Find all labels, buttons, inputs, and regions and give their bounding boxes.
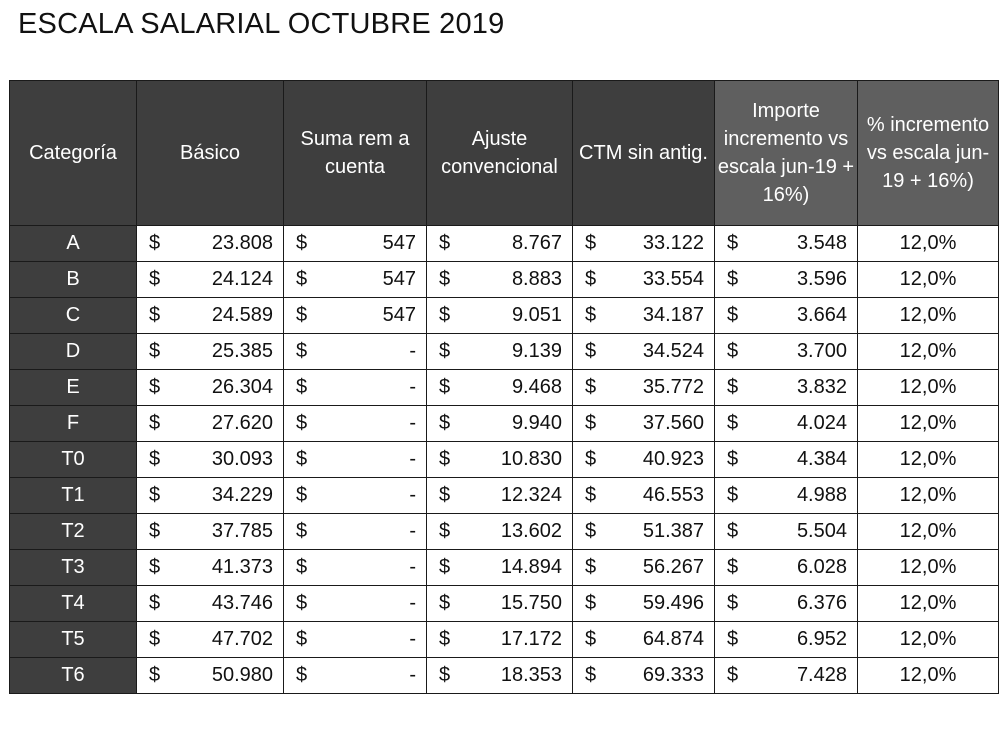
importe-value: 6.028: [796, 556, 847, 578]
currency-symbol: $: [727, 232, 739, 254]
currency-symbol: $: [439, 664, 451, 686]
importe-cell: [715, 550, 858, 586]
currency-symbol: $: [585, 556, 597, 578]
category-cell: A: [10, 226, 137, 262]
currency-symbol: $: [296, 556, 308, 578]
suma-cell: [284, 334, 427, 370]
header-ajuste: Ajuste convencional: [427, 81, 573, 226]
importe-cell: [715, 226, 858, 262]
basico-cell: [137, 622, 284, 658]
currency-symbol: $: [149, 232, 161, 254]
currency-symbol: $: [727, 412, 739, 434]
currency-symbol: $: [296, 268, 308, 290]
ctm-cell: [573, 334, 715, 370]
currency-symbol: $: [727, 628, 739, 650]
ajuste-value: 10.830: [500, 448, 562, 470]
table-row: [10, 226, 999, 262]
header-categoria: Categoría: [10, 81, 137, 226]
suma-cell: [284, 406, 427, 442]
salary-table: [9, 80, 999, 694]
table-row: [10, 370, 999, 406]
table-row: [10, 514, 999, 550]
table-row: [10, 334, 999, 370]
ajuste-cell: [427, 514, 573, 550]
percentage-cell: 12,0%: [858, 370, 999, 406]
currency-symbol: $: [149, 664, 161, 686]
currency-symbol: $: [727, 448, 739, 470]
currency-symbol: $: [727, 664, 739, 686]
ctm-value: 35.772: [642, 376, 704, 398]
suma-value: -: [409, 340, 416, 362]
percentage-cell: 12,0%: [858, 334, 999, 370]
ajuste-value: 8.883: [511, 268, 562, 290]
currency-symbol: $: [149, 376, 161, 398]
currency-symbol: $: [149, 412, 161, 434]
importe-value: 4.988: [796, 484, 847, 506]
currency-symbol: $: [439, 412, 451, 434]
importe-value: 6.952: [796, 628, 847, 650]
ajuste-value: 8.767: [511, 232, 562, 254]
ctm-value: 34.524: [642, 340, 704, 362]
ajuste-value: 17.172: [500, 628, 562, 650]
currency-symbol: $: [727, 340, 739, 362]
suma-cell: [284, 658, 427, 694]
ajuste-cell: [427, 622, 573, 658]
suma-cell: [284, 550, 427, 586]
basico-value: 25.385: [211, 340, 273, 362]
ctm-cell: [573, 370, 715, 406]
ajuste-cell: [427, 658, 573, 694]
currency-symbol: $: [439, 268, 451, 290]
suma-value: 547: [382, 232, 416, 254]
ctm-value: 56.267: [642, 556, 704, 578]
basico-value: 27.620: [211, 412, 273, 434]
currency-symbol: $: [149, 268, 161, 290]
currency-symbol: $: [149, 556, 161, 578]
ctm-cell: [573, 550, 715, 586]
basico-cell: [137, 442, 284, 478]
basico-cell: [137, 406, 284, 442]
currency-symbol: $: [439, 592, 451, 614]
basico-cell: [137, 586, 284, 622]
ajuste-value: 9.940: [511, 412, 562, 434]
importe-cell: [715, 586, 858, 622]
suma-cell: [284, 370, 427, 406]
currency-symbol: $: [149, 304, 161, 326]
currency-symbol: $: [149, 448, 161, 470]
category-cell: T6: [10, 658, 137, 694]
currency-symbol: $: [585, 520, 597, 542]
currency-symbol: $: [296, 484, 308, 506]
currency-symbol: $: [585, 376, 597, 398]
basico-cell: [137, 514, 284, 550]
currency-symbol: $: [149, 592, 161, 614]
suma-value: -: [409, 592, 416, 614]
ctm-value: 40.923: [642, 448, 704, 470]
ajuste-value: 9.051: [511, 304, 562, 326]
ctm-value: 37.560: [642, 412, 704, 434]
basico-value: 37.785: [211, 520, 273, 542]
table-row: [10, 442, 999, 478]
percentage-cell: 12,0%: [858, 442, 999, 478]
currency-symbol: $: [727, 304, 739, 326]
currency-symbol: $: [585, 268, 597, 290]
currency-symbol: $: [296, 592, 308, 614]
currency-symbol: $: [439, 556, 451, 578]
currency-symbol: $: [296, 304, 308, 326]
currency-symbol: $: [585, 232, 597, 254]
ajuste-cell: [427, 478, 573, 514]
importe-cell: [715, 406, 858, 442]
ajuste-cell: [427, 550, 573, 586]
importe-cell: [715, 622, 858, 658]
basico-value: 24.589: [211, 304, 273, 326]
ctm-value: 34.187: [642, 304, 704, 326]
percentage-cell: 12,0%: [858, 550, 999, 586]
importe-cell: [715, 262, 858, 298]
currency-symbol: $: [727, 556, 739, 578]
basico-value: 23.808: [211, 232, 273, 254]
suma-value: -: [409, 628, 416, 650]
ajuste-cell: [427, 370, 573, 406]
category-cell: T3: [10, 550, 137, 586]
basico-value: 24.124: [211, 268, 273, 290]
ajuste-cell: [427, 334, 573, 370]
currency-symbol: $: [439, 340, 451, 362]
percentage-cell: 12,0%: [858, 586, 999, 622]
category-cell: T0: [10, 442, 137, 478]
table-row: [10, 478, 999, 514]
currency-symbol: $: [585, 664, 597, 686]
importe-cell: [715, 334, 858, 370]
suma-value: -: [409, 448, 416, 470]
currency-symbol: $: [439, 520, 451, 542]
currency-symbol: $: [585, 448, 597, 470]
ctm-value: 69.333: [642, 664, 704, 686]
basico-cell: [137, 550, 284, 586]
category-cell: T4: [10, 586, 137, 622]
importe-value: 3.700: [796, 340, 847, 362]
basico-value: 34.229: [211, 484, 273, 506]
ctm-value: 64.874: [642, 628, 704, 650]
importe-value: 4.024: [796, 412, 847, 434]
ctm-cell: [573, 478, 715, 514]
percentage-cell: 12,0%: [858, 622, 999, 658]
importe-cell: [715, 478, 858, 514]
currency-symbol: $: [439, 232, 451, 254]
suma-value: -: [409, 664, 416, 686]
category-cell: T1: [10, 478, 137, 514]
ajuste-cell: [427, 406, 573, 442]
ajuste-cell: [427, 226, 573, 262]
currency-symbol: $: [727, 376, 739, 398]
ctm-value: 33.122: [642, 232, 704, 254]
header-row: [10, 81, 999, 226]
ctm-cell: [573, 226, 715, 262]
category-cell: T5: [10, 622, 137, 658]
table-row: [10, 406, 999, 442]
currency-symbol: $: [439, 448, 451, 470]
ctm-cell: [573, 514, 715, 550]
currency-symbol: $: [585, 592, 597, 614]
page-title: ESCALA SALARIAL OCTUBRE 2019: [18, 8, 505, 40]
table-row: [10, 550, 999, 586]
suma-cell: [284, 514, 427, 550]
currency-symbol: $: [149, 628, 161, 650]
suma-cell: [284, 298, 427, 334]
ctm-cell: [573, 586, 715, 622]
category-cell: F: [10, 406, 137, 442]
currency-symbol: $: [296, 520, 308, 542]
importe-cell: [715, 658, 858, 694]
basico-value: 43.746: [211, 592, 273, 614]
ctm-cell: [573, 298, 715, 334]
currency-symbol: $: [296, 376, 308, 398]
table-row: [10, 658, 999, 694]
category-cell: T2: [10, 514, 137, 550]
header-ctm: CTM sin antig.: [573, 81, 715, 226]
suma-cell: [284, 586, 427, 622]
ctm-cell: [573, 406, 715, 442]
ajuste-value: 14.894: [500, 556, 562, 578]
basico-value: 26.304: [211, 376, 273, 398]
percentage-cell: 12,0%: [858, 262, 999, 298]
percentage-cell: 12,0%: [858, 478, 999, 514]
ctm-cell: [573, 442, 715, 478]
ctm-cell: [573, 622, 715, 658]
importe-value: 6.376: [796, 592, 847, 614]
importe-cell: [715, 370, 858, 406]
suma-cell: [284, 478, 427, 514]
category-cell: B: [10, 262, 137, 298]
basico-cell: [137, 298, 284, 334]
currency-symbol: $: [585, 628, 597, 650]
importe-value: 3.548: [796, 232, 847, 254]
suma-cell: [284, 622, 427, 658]
table-row: [10, 262, 999, 298]
ajuste-value: 13.602: [500, 520, 562, 542]
ctm-value: 59.496: [642, 592, 704, 614]
currency-symbol: $: [296, 664, 308, 686]
importe-cell: [715, 442, 858, 478]
basico-cell: [137, 334, 284, 370]
category-cell: C: [10, 298, 137, 334]
category-cell: D: [10, 334, 137, 370]
ctm-value: 46.553: [642, 484, 704, 506]
table-body: [10, 226, 999, 694]
currency-symbol: $: [585, 304, 597, 326]
header-suma-rem: Suma rem a cuenta: [284, 81, 427, 226]
ajuste-cell: [427, 262, 573, 298]
ajuste-cell: [427, 298, 573, 334]
basico-value: 47.702: [211, 628, 273, 650]
importe-value: 4.384: [796, 448, 847, 470]
currency-symbol: $: [149, 520, 161, 542]
currency-symbol: $: [585, 412, 597, 434]
ajuste-cell: [427, 586, 573, 622]
percentage-cell: 12,0%: [858, 658, 999, 694]
currency-symbol: $: [585, 340, 597, 362]
suma-value: -: [409, 520, 416, 542]
importe-cell: [715, 298, 858, 334]
importe-value: 3.832: [796, 376, 847, 398]
currency-symbol: $: [727, 520, 739, 542]
currency-symbol: $: [439, 484, 451, 506]
currency-symbol: $: [296, 340, 308, 362]
currency-symbol: $: [727, 484, 739, 506]
currency-symbol: $: [727, 268, 739, 290]
suma-cell: [284, 262, 427, 298]
importe-value: 7.428: [796, 664, 847, 686]
table-row: [10, 298, 999, 334]
ajuste-value: 9.139: [511, 340, 562, 362]
basico-cell: [137, 658, 284, 694]
currency-symbol: $: [296, 232, 308, 254]
ajuste-value: 15.750: [500, 592, 562, 614]
basico-value: 30.093: [211, 448, 273, 470]
suma-value: -: [409, 376, 416, 398]
currency-symbol: $: [149, 484, 161, 506]
header-basico: Básico: [137, 81, 284, 226]
suma-value: 547: [382, 304, 416, 326]
category-cell: E: [10, 370, 137, 406]
basico-cell: [137, 226, 284, 262]
suma-value: -: [409, 412, 416, 434]
ajuste-value: 12.324: [500, 484, 562, 506]
percentage-cell: 12,0%: [858, 514, 999, 550]
header-porcentaje: % incremento vs escala jun-19 + 16%): [858, 81, 999, 226]
currency-symbol: $: [439, 304, 451, 326]
table-row: [10, 586, 999, 622]
ctm-value: 33.554: [642, 268, 704, 290]
currency-symbol: $: [149, 340, 161, 362]
ctm-value: 51.387: [642, 520, 704, 542]
suma-value: -: [409, 484, 416, 506]
basico-cell: [137, 478, 284, 514]
ajuste-value: 18.353: [500, 664, 562, 686]
currency-symbol: $: [439, 376, 451, 398]
suma-value: 547: [382, 268, 416, 290]
suma-cell: [284, 226, 427, 262]
importe-value: 3.596: [796, 268, 847, 290]
importe-value: 5.504: [796, 520, 847, 542]
ajuste-value: 9.468: [511, 376, 562, 398]
currency-symbol: $: [439, 628, 451, 650]
suma-cell: [284, 442, 427, 478]
ctm-cell: [573, 658, 715, 694]
importe-cell: [715, 514, 858, 550]
percentage-cell: 12,0%: [858, 226, 999, 262]
currency-symbol: $: [296, 448, 308, 470]
basico-cell: [137, 370, 284, 406]
currency-symbol: $: [727, 592, 739, 614]
basico-value: 50.980: [211, 664, 273, 686]
importe-value: 3.664: [796, 304, 847, 326]
ctm-cell: [573, 262, 715, 298]
table-row: [10, 622, 999, 658]
currency-symbol: $: [296, 412, 308, 434]
percentage-cell: 12,0%: [858, 298, 999, 334]
currency-symbol: $: [296, 628, 308, 650]
basico-cell: [137, 262, 284, 298]
suma-value: -: [409, 556, 416, 578]
basico-value: 41.373: [211, 556, 273, 578]
ajuste-cell: [427, 442, 573, 478]
header-importe: Importe incremento vs escala jun-19 + 16%): [715, 81, 858, 226]
currency-symbol: $: [585, 484, 597, 506]
percentage-cell: 12,0%: [858, 406, 999, 442]
